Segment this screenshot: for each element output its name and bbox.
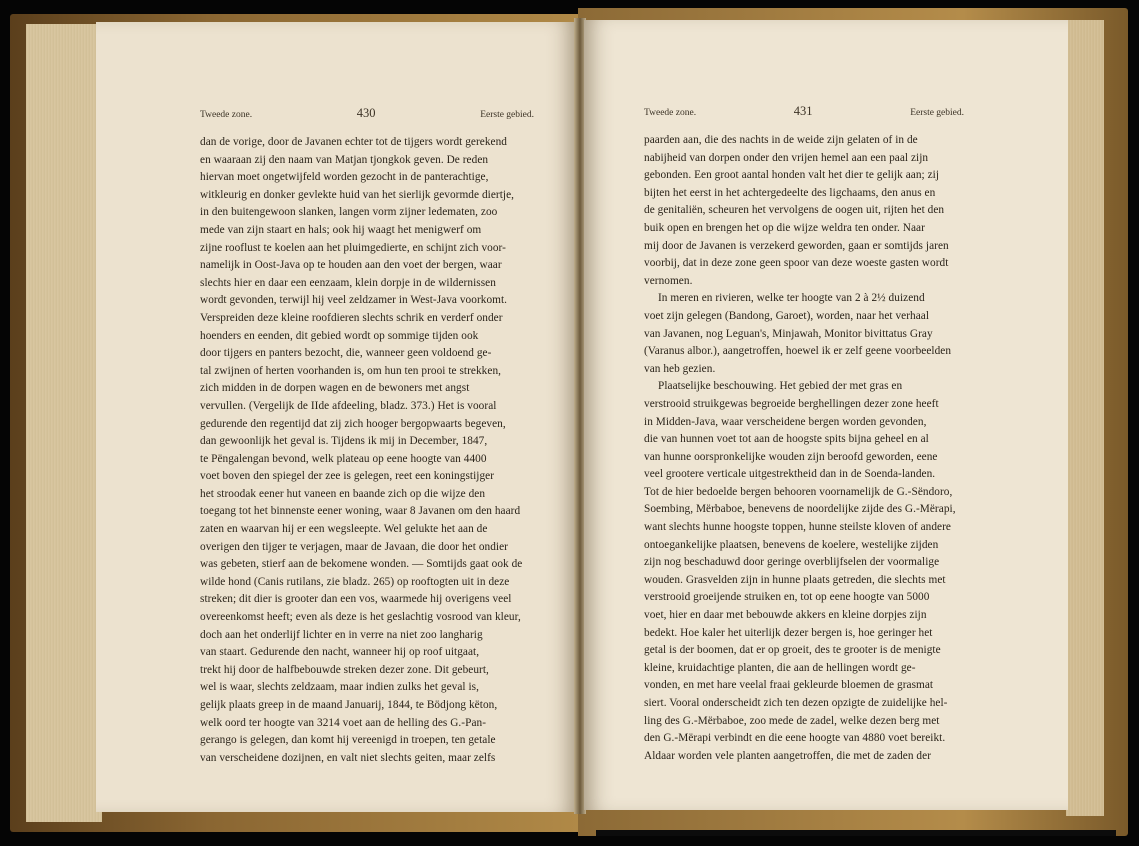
- text-line: te Pëngalengan bevond, welk plateau op eene hoogte van 4400: [200, 452, 487, 465]
- right-head-right: Eerste gebied.: [910, 108, 964, 118]
- text-line: voet, hier en daar met bebouwde akkers en kleine dorpjes zijn: [644, 609, 927, 622]
- text-line: doch aan het onderlijf lichter en in verre na niet zoo langharig: [200, 628, 483, 641]
- left-head-left: Tweede zone.: [200, 110, 253, 120]
- text-line: den G.-Mërapi verbindt en die eene hoogte van 4880 voet bereikt.: [644, 732, 946, 745]
- text-line: dan de vorige, door de Javanen echter tot de tijgers wordt gerekend: [200, 136, 507, 148]
- text-line: welk oord ter hoogte van 3214 voet aan de helling des G.-Pan-: [200, 716, 487, 729]
- text-line: streken; dit dier is grooter dan een vos, waarmede hij overigens veel: [200, 593, 512, 606]
- text-line: verstrooid struikgewas begroeide berghellingen dezer zone heeft: [644, 397, 939, 410]
- left-page: [96, 22, 576, 812]
- text-line: nabijheid van dorpen onder den vrijen hemel aan een paal zijn: [644, 151, 929, 164]
- left-body-text: [200, 134, 534, 767]
- text-line: wordt gevonden, terwijl hij veel zeldzamer in West-Java voorkomt.: [200, 294, 508, 307]
- text-line: bedekt. Hoe kaler het uiterlijk dezer bergen is, hoe geringer het: [644, 626, 933, 639]
- text-line: witkleurig en donker gevlekte huid van het sierlijk gevormde diertje,: [200, 188, 515, 201]
- text-line: Tot de hier bedoelde bergen behooren voornamelijk de G.-Sëndoro,: [644, 485, 953, 498]
- text-line: en waaraan zij den naam van Matjan tjongkok geven. De reden: [200, 153, 489, 166]
- left-head-right: Eerste gebied.: [480, 110, 534, 120]
- text-line: siert. Vooral onderscheidt zich ten dezen opzigte de zuidelijke hel-: [644, 697, 948, 709]
- text-line: gelijk plaats greep in de maand Januarij, 1844, te Bödjong këton,: [200, 699, 498, 711]
- text-line: zich midden in de dorpen wagen en de bewoners met angst: [200, 382, 470, 395]
- text-line: (Varanus albor.), aangetroffen, hoewel ik er zelf geene voorbeelden: [644, 345, 952, 358]
- right-page-number: 431: [793, 104, 813, 118]
- text-line: gebonden. Een groot aantal honden valt het dier te gelijk aan; zij: [644, 169, 940, 182]
- text-line: van verscheidene dozijnen, en valt niet slechts geiten, maar zelfs: [200, 751, 496, 764]
- left-page-number: 430: [356, 106, 376, 120]
- text-line: Aldaar worden vele planten aangetroffen, die met de zaden der: [644, 749, 932, 762]
- text-line: gedurende den regentijd dat zij zich hooger bergopwaarts begeven,: [200, 417, 506, 430]
- text-line: vonden, en met hare veelal fraai gekleurde bloemen de grasmat: [644, 679, 934, 692]
- text-line: want slechts hunne hoogste toppen, hunne steilste kloven of andere: [644, 521, 951, 534]
- text-line: dan gewoonlijk het geval is. Tijdens ik mij in December, 1847,: [200, 435, 488, 448]
- text-line: wel is waar, slechts zeldzaam, maar indien zulks het geval is,: [200, 681, 480, 694]
- text-line: de genitaliën, scheuren het vervolgens de oogen uit, rijten het den: [644, 204, 945, 217]
- text-line: hoenders en eenden, dit gebied wordt op sommige tijden ook: [200, 329, 479, 342]
- text-line: wouden. Grasvelden zijn in hunne plaats getreden, die slechts met: [644, 573, 946, 586]
- text-line: ling des G.-Mërbaboe, zoo mede de zadel, welke dezen berg met: [644, 714, 940, 727]
- text-line: Verspreiden deze kleine roofdieren slechts schrik en verderf onder: [200, 311, 503, 324]
- text-line: voet zijn gelegen (Bandong, Garoet), worden, naar het verhaal: [644, 309, 930, 322]
- text-line: veel grootere verticale uitgestrektheid dan in de Soenda-landen.: [644, 468, 936, 481]
- right-running-head: [644, 104, 964, 119]
- text-line: slechts hier en daar een eenzaam, klein dorpje in de wildernissen: [200, 276, 496, 289]
- text-line: wilde hond (Canis rutilans, zie bladz. 265) op rooftogten uit in deze: [200, 575, 510, 588]
- text-line: getal is der boomen, dat er op groeit, des te grooter is de menigte: [644, 644, 941, 657]
- text-line: tal zwijnen of herten voorhanden is, om hun ten prooi te strekken,: [200, 364, 502, 377]
- text-line: in Midden-Java, waar verscheidene bergen worden gevonden,: [644, 415, 927, 428]
- text-line: zaten en waarvan hij er een wegsleepte. Wel gelukte het aan de: [200, 523, 488, 536]
- text-line: buik open en brengen het op die wijze weldra ten onder. Naar: [644, 221, 925, 234]
- right-page: [584, 20, 1068, 810]
- text-line: het stroodak eener hut vaneen en baande zich op die wijze den: [200, 487, 486, 500]
- right-body-text: [644, 132, 966, 765]
- left-running-head: [200, 106, 534, 121]
- text-line: gerango is gelegen, dan komt hij vereenigd in troepen, ten getale: [200, 734, 496, 747]
- text-line: zijn nog beschaduwd door geringe overblijfselen der voormalige: [644, 556, 940, 569]
- text-line: hiervan moet ongetwijfeld worden gezocht in de panterachtige,: [200, 171, 489, 184]
- text-line: bijten het eerst in het achtergedeelte des ligchaams, den anus en: [644, 186, 936, 199]
- bottom-shadow: [596, 830, 1116, 836]
- text-line: van Javanen, nog Leguan's, Minjawah, Monitor bivittatus Gray: [644, 327, 933, 340]
- text-line: toegang tot het binnenste eener woning, waar 8 Javanen om den haard: [200, 505, 521, 518]
- text-line: Plaatselijke beschouwing. Het gebied der met gras en: [658, 380, 903, 393]
- text-line: ontoegankelijke plaatsen, benevens de koelere, westelijke zijden: [644, 538, 939, 551]
- text-line: was gebeten, stierf aan de bekomene wonden. — Somtijds gaat ook de: [200, 558, 523, 571]
- text-line: overigen den tijger te verjagen, maar de Javaan, die door het ondier: [200, 540, 508, 553]
- text-line: vervullen. (Vergelijk de IIde afdeeling, bladz. 373.) Het is vooral: [200, 399, 497, 412]
- text-line: kleine, kruidachtige planten, die aan de hellingen wordt ge-: [644, 661, 916, 674]
- text-line: voet boven den spiegel der zee is gelegen, reet een koningstijger: [200, 470, 495, 483]
- text-line: verstrooid groeijende struiken en, tot op eene hoogte van 5000: [644, 591, 930, 604]
- page-edges-right: [1066, 20, 1104, 816]
- text-line: In meren en rivieren, welke ter hoogte van 2 à 2½ duizend: [658, 292, 925, 305]
- text-line: mij door de Javanen is verzekerd geworden, gaan er somtijds jaren: [644, 239, 949, 252]
- text-line: door tijgers en panters bezocht, die, wanneer geen voldoend ge-: [200, 347, 492, 360]
- text-line: zijne rooflust te koelen aan het pluimgedierte, en schijnt zich voor-: [200, 241, 506, 254]
- text-line: mede van zijn staart en hals; ook hij waagt het menigwerf om: [200, 223, 482, 236]
- text-line: trekt hij door de halfbebouwde streken dezer zone. Dit gebeurt,: [200, 663, 489, 676]
- text-line: Soembing, Mërbaboe, benevens de noordelijke zijde des G.-Mërapi,: [644, 503, 956, 516]
- text-line: overeenkomst heeft; even als deze is het geslachtig vosrood van kleur,: [200, 611, 521, 624]
- right-head-left: Tweede zone.: [644, 108, 697, 118]
- text-line: paarden aan, die des nachts in de weide zijn gelaten of in de: [644, 134, 918, 146]
- text-line: van hunne oorspronkelijke wouden zijn beroofd geworden, eene: [644, 450, 938, 463]
- text-line: in den buitengewoon slanken, langen vorm zijner ledematen, zoo: [200, 206, 498, 219]
- text-line: voorbij, dat in deze zone geen spoor van deze woeste gasten wordt: [644, 257, 949, 270]
- page-edges-left: [26, 24, 102, 822]
- text-line: die van hunnen voet tot aan de hoogste spits bijna geheel en al: [644, 433, 929, 446]
- text-line: van heb gezien.: [644, 362, 716, 375]
- text-line: van staart. Gedurende den nacht, wanneer hij op roof uitgaat,: [200, 646, 480, 659]
- text-line: namelijk in Oost-Java op te houden aan den voet der bergen, waar: [200, 259, 502, 272]
- text-line: vernomen.: [644, 274, 693, 287]
